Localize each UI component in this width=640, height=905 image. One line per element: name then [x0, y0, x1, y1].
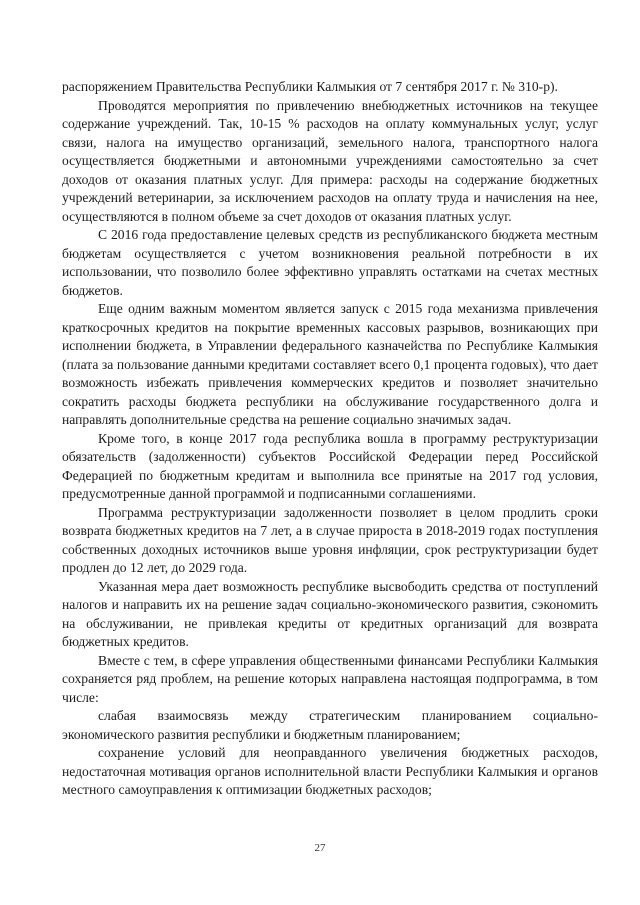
paragraph-1: распоряжением Правительства Республики Калмыкия от 7 сентября 2017 г. № 310-р).: [62, 79, 558, 94]
paragraph-9: слабая взаимосвязь между стратегическим планированием социально-экономического развития республики и бюджетным планированием;: [62, 708, 598, 742]
paragraph-3: С 2016 года предоставление целевых средств из республиканского бюджета местным бюджетам осуществляется с учетом возникновения реальной потребности в их использовании, что позволило более эффективно управлять остатками на счетах местных бюджетов.: [62, 227, 598, 298]
page-number: 27: [314, 842, 326, 854]
paragraph-4: Еще одним важным моментом является запуск с 2015 года механизма привлечения краткосрочных кредитов на покрытие временных кассовых разрывов, возникающих при исполнении бюджета, в Управлении федерального казначейства по Республике Калмыкия (плата за пользование данными кредитами составляет всего 0,1 процента годовых), что дает возможность избежать привлечения коммерческих кредитов и позволяет значительно сократить расходы бюджета республики на обслуживание государственного долга и направлять дополнительные средства на решение социально значимых задач.: [62, 301, 598, 427]
paragraph-6: Программа реструктуризации задолженности позволяет в целом продлить сроки возврата бюджетных кредитов на 7 лет, а в случае прироста в 2018-2019 годах поступления собственных доходных источников выше уровня инфляции, срок реструктуризации будет продлен до 12 лет, до 2029 года.: [62, 504, 598, 575]
paragraph-5: Кроме того, в конце 2017 года республика вошла в программу реструктуризации обязательств (задолженности) субъектов Российской Федерации перед Российской Федерацией по бюджетным кредитам и выполнила все принятые на 2017 год условия, предусмотренные данной программой и подписанными соглашениями.: [62, 430, 598, 501]
paragraph-2: Проводятся мероприятия по привлечению внебюджетных источников на текущее содержание учреждений. Так, 10-15 % расходов на оплату коммунальных услуг, услуг связи, налога на имущество организаций, земельного налога, транспортного налога осуществляется бюджетными и автономными учреждениями самостоятельно за счет доходов от оказания платных услуг. Для примера: расходы на содержание бюджетных учреждений ветеринарии, за исключением расходов на оплату труда и начисления на нее, осуществляются в полном объеме за счет доходов от оказания платных услуг.: [62, 97, 598, 224]
paragraph-10: сохранение условий для неоправданного увеличения бюджетных расходов, недостаточная мотивация органов исполнительной власти Республики Калмыкия и органов местного самоуправления к оптимизации бюджетных расходов;: [62, 745, 598, 797]
paragraph-8: Вместе с тем, в сфере управления общественными финансами Республики Калмыкия сохраняется ряд проблем, на решение которых направлена настоящая подпрограмма, в том числе:: [62, 652, 598, 705]
paragraph-7: Указанная мера дает возможность республике высвободить средства от поступлений налогов и направить их на решение задач социально-экономического развития, сэкономить на обслуживании, не привлекая кредиты от кредитных организаций для возврата бюджетных кредитов.: [62, 578, 598, 649]
